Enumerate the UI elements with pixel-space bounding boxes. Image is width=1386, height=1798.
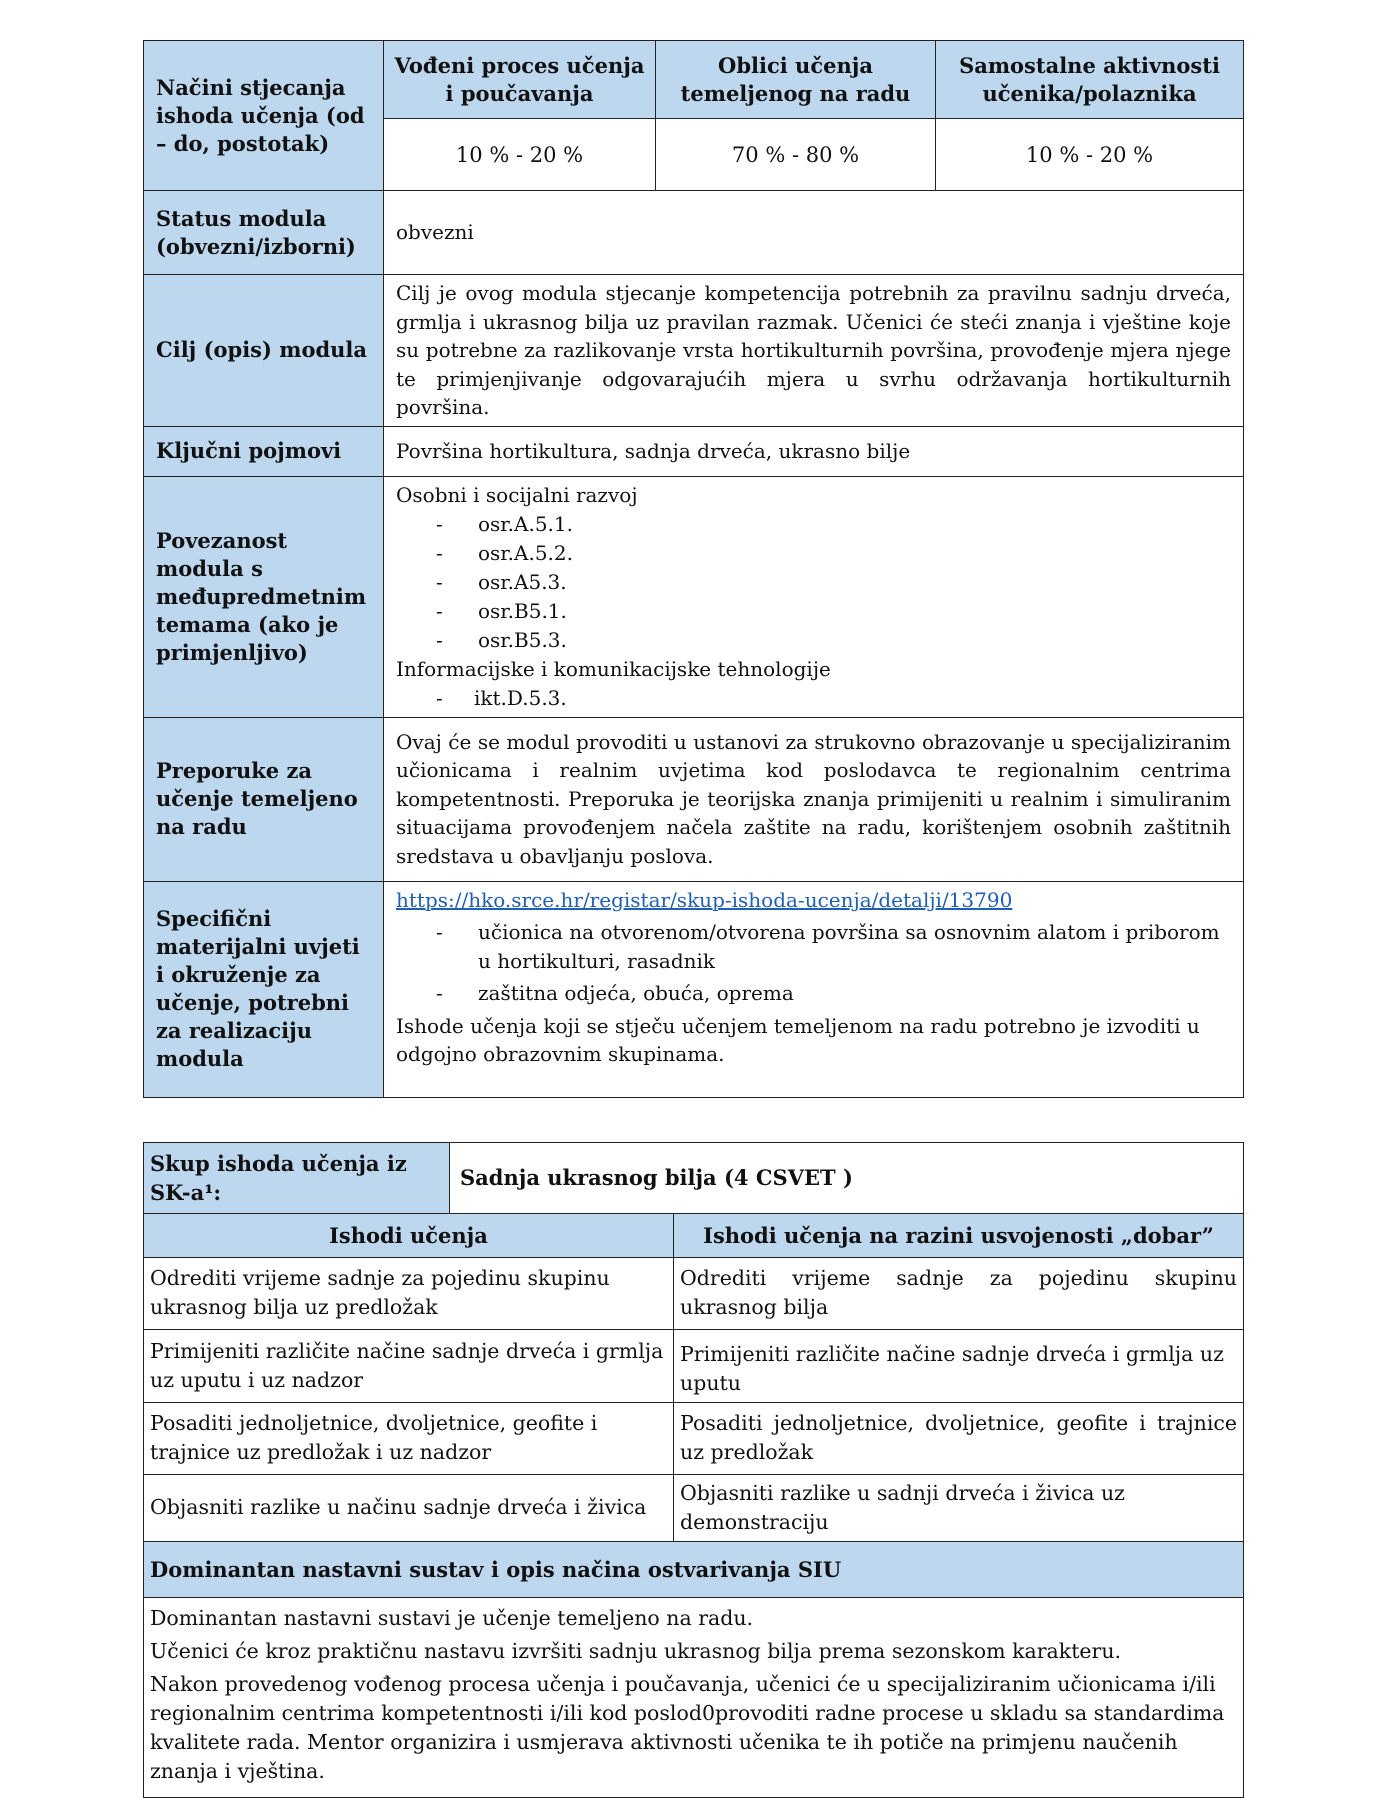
- status-label: Status modula (obvezni/izborni): [144, 191, 384, 275]
- crosscurricular-label: Povezanost modula s međupredmetnim temama (ako je primjenljivo): [144, 476, 384, 717]
- outcomes-header: Ishodi učenja: [144, 1213, 674, 1257]
- outcome-cell: Odrediti vrijeme sadnje za pojedinu skupinu ukrasnog bilja uz predložak: [144, 1257, 674, 1329]
- outcome-set-label: Skup ishoda učenja iz SK-a¹:: [144, 1142, 450, 1213]
- teaching-system-description: [144, 1597, 1244, 1797]
- outcome-cell: Posaditi jednoljetnice, dvoljetnice, geofite i trajnice uz predložak i uz nadzor: [144, 1402, 674, 1474]
- outcome-cell: Objasniti razlike u načinu sadnje drveća i živica: [144, 1474, 674, 1541]
- good-level-cell: Primijeniti različite načine sadnje drveća i grmlja uz uputu: [674, 1329, 1244, 1402]
- list-item: - zaštitna odjeća, obuća, oprema: [396, 979, 1231, 1008]
- list-item: - osr.B5.1.: [396, 597, 1231, 626]
- good-level-cell: Posaditi jednoljetnice, dvoljetnice, geofite i trajnice uz predložak: [674, 1402, 1244, 1474]
- outcome-cell: Primijeniti različite načine sadnje drveća i grmlja uz uputu i uz nadzor: [144, 1329, 674, 1402]
- table-row: [144, 1257, 1244, 1329]
- material-list: [396, 918, 1231, 1008]
- guided-learning-header: Vođeni proces učenja i poučavanja: [384, 41, 656, 119]
- good-level-header: Ishodi učenja na razini usvojenosti „dobar”: [674, 1213, 1244, 1257]
- methods-label: Načini stjecanja ishoda učenja (od – do, postotak): [144, 41, 384, 191]
- list-item: - osr.A.5.2.: [396, 539, 1231, 568]
- list-item: - učionica na otvorenom/otvorena površina sa osnovnim alatom i priborom u hortikulturi, rasadnik: [396, 918, 1231, 975]
- list-item: - osr.B5.3.: [396, 626, 1231, 655]
- table-row: [144, 1329, 1244, 1402]
- module-info-table: [143, 40, 1244, 1098]
- independent-activities-value: 10 % - 20 %: [936, 119, 1244, 191]
- description-paragraph: Dominantan nastavni sustavi je učenje temeljeno na radu.: [150, 1605, 754, 1630]
- work-based-learning-value: 70 % - 80 %: [656, 119, 936, 191]
- table-row: [144, 1402, 1244, 1474]
- list-item: - osr.A.5.1.: [396, 510, 1231, 539]
- material-label: Specifični materijalni uvjeti i okruženje za učenje, potrebni za realizaciju modula: [144, 881, 384, 1097]
- description-paragraph: Učenici će kroz praktičnu nastavu izvršiti sadnju ukrasnog bilja prema sezonskom karakteru.: [150, 1638, 1122, 1663]
- independent-activities-header: Samostalne aktivnosti učenika/polaznika: [936, 41, 1244, 119]
- cross-list-personal: [396, 510, 1231, 655]
- goal-value: Cilj je ovog modula stjecanje kompetencija potrebnih za pravilnu sadnju drveća, grmlja i ukrasnog bilja uz pravilan razmak. Učenici će steći znanja i vještine koje su potrebne za razlikovanje vrsta hortikulturnih površina, provođenje mjera njege te primjenjivanje odgovarajućih mjera u svrhu održavanja hortikulturnih površina.: [384, 275, 1244, 427]
- wbl-value: Ovaj će se modul provoditi u ustanovi za strukovno obrazovanje u specijaliziranim učionicama i realnim uvjetima kod poslodavca te regionalnim centrima kompetentnosti. Preporuka je teorijska znanja primijeniti u realnim i simuliranim situacijama provođenjem načela zaštite na radu, korištenjem osobnih zaštitnih sredstava u obavljanju poslova.: [384, 717, 1244, 881]
- material-value: [384, 881, 1244, 1097]
- keywords-value: Površina hortikultura, sadnja drveća, ukrasno bilje: [384, 426, 1244, 476]
- list-item: - osr.A5.3.: [396, 568, 1231, 597]
- table-row: [144, 1474, 1244, 1541]
- description-paragraph: Nakon provedenog vođenog procesa učenja i poučavanja, učenici će u specijaliziranim učionicama i/ili regionalnim centrima kompetentnosti i/ili kod poslod0provoditi radne procese u skladu sa standardima kvalitete rada. Mentor organizira i usmjerava aktivnosti učenika te ih potiče na primjenu naučenih znanja i vještina.: [150, 1671, 1225, 1783]
- keywords-label: Ključni pojmovi: [144, 426, 384, 476]
- good-level-cell: Objasniti razlike u sadnji drveća i živica uz demonstraciju: [674, 1474, 1244, 1541]
- register-link[interactable]: https://hko.srce.hr/registar/skup-ishoda-ucenja/detalji/13790: [396, 887, 1013, 912]
- list-item: - ikt.D.5.3.: [396, 684, 1231, 713]
- document-page: [143, 40, 1243, 1798]
- cross-group-ict: Informacijske i komunikacijske tehnologije: [396, 656, 831, 681]
- wbl-label: Preporuke za učenje temeljeno na radu: [144, 717, 384, 881]
- outcome-set-title: Sadnja ukrasnog bilja (4 CSVET ): [450, 1142, 1244, 1213]
- outcomes-table: [143, 1142, 1244, 1798]
- work-based-learning-header: Oblici učenja temeljenog na radu: [656, 41, 936, 119]
- cross-group-personal: Osobni i socijalni razvoj: [396, 482, 638, 507]
- teaching-system-header: Dominantan nastavni sustav i opis načina ostvarivanja SIU: [144, 1541, 1244, 1597]
- goal-label: Cilj (opis) modula: [144, 275, 384, 427]
- status-value: obvezni: [384, 191, 1244, 275]
- cross-list-ict: [396, 684, 1231, 713]
- material-note: Ishode učenja koji se stječu učenjem temeljenom na radu potrebno je izvoditi u odgojno obrazovnim skupinama.: [396, 1013, 1200, 1066]
- good-level-cell: Odrediti vrijeme sadnje za pojedinu skupinu ukrasnog bilja: [674, 1257, 1244, 1329]
- crosscurricular-value: [384, 476, 1244, 717]
- guided-learning-value: 10 % - 20 %: [384, 119, 656, 191]
